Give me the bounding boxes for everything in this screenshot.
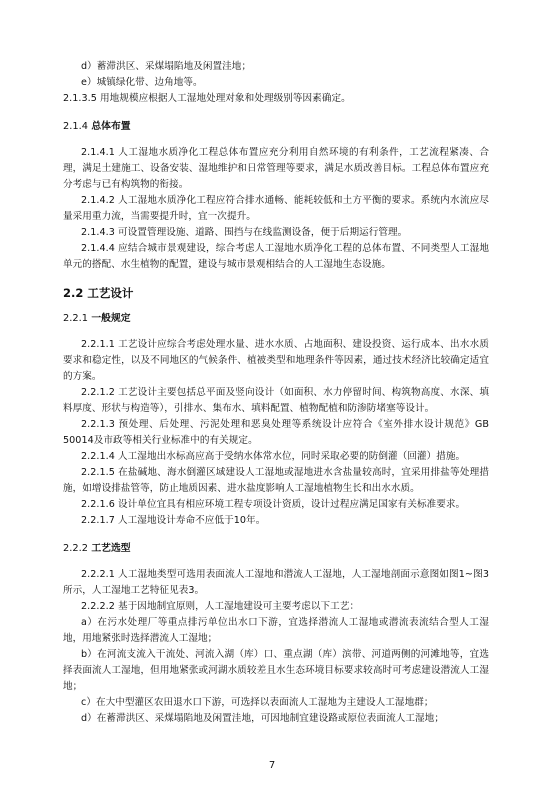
clause-2-2-2-2: 2.2.2.2 基于因地制宜原则，人工湿地建设可主要考虑以下工艺： bbox=[81, 601, 360, 612]
page-number: 7 bbox=[268, 760, 276, 771]
section-heading-2-1-4 bbox=[63, 119, 489, 135]
clause-2-2-1-5: 2.2.1.5 在盐碱地、海水倒灌区域建设人工湿地或湿地进水含盐量较高时，宜采用排盐等处理措施，如增设排盐管等，防止地质因素、进水盐度影响人工湿地植物生长和出水水质。 bbox=[63, 467, 489, 494]
list-item-d: d）在蓄滞洪区、采煤塌陷地及闲置洼地，可因地制宜建设路或原位表面流人工湿地； bbox=[81, 713, 444, 724]
section-number: 2.2.1 bbox=[63, 313, 88, 324]
section-heading-2-2-2 bbox=[63, 541, 489, 557]
section-number: 2.2.2 bbox=[63, 543, 88, 554]
list-item-b: b）在河流支流入干流处、河流入湖（库）口、重点湖（库）滨带、河道两侧的河滩地等，宜选择表面流人工湿地，但用地紧张或河湖水质较差且水生态环境目标要求较高时可考虑建设潜流人工湿地； bbox=[63, 649, 489, 692]
clause-2-2-1-1: 2.2.1.1 工艺设计应综合考虑处理水量、进水水质、占地面积、建设投资、运行成本、出水水质要求和稳定性，以及不同地区的气候条件、植被类型和地理条件等因素，通过技术经济比较确定适宜的方案。 bbox=[63, 339, 489, 382]
section-number: 2.1.4 bbox=[63, 121, 88, 132]
clause-2-2-1-3: 2.2.1.3 预处理、后处理、污泥处理和恶臭处理等系统设计应符合《室外排水设计规范》GB 50014及市政等相关行业标准中的有关规定。 bbox=[63, 419, 489, 446]
list-item-a: a）在污水处理厂等重点排污单位出水口下游，宜选择潜流人工湿地或潜流表流结合型人工湿地，用地紧张时选择潜流人工湿地； bbox=[63, 617, 489, 644]
clause-2-1-4-2: 2.1.4.2 人工湿地水质净化工程应符合排水通畅、能耗较低和土方平衡的要求。系统内水流应尽量采用重力流，当需要提升时，宜一次提升。 bbox=[63, 195, 489, 222]
list-item-d: d）蓄滞洪区、采煤塌陷地及闲置洼地； bbox=[81, 61, 252, 72]
chapter-heading-2-2: 2.2 工艺设计 bbox=[63, 286, 134, 300]
section-title: 工艺选型 bbox=[91, 543, 131, 554]
clause-2-1-4-1: 2.1.4.1 人工湿地水质净化工程总体布置应充分利用自然环境的有利条件，工艺流程紧凑、合理，满足土建施工、设备安装、湿地维护和日常管理等要求，满足水质改善目标。工程总体布置应充分考虑与已有构筑物的衔接。 bbox=[63, 147, 489, 190]
clause-2-2-1-6: 2.2.1.6 设计单位宜具有相应环境工程专项设计资质，设计过程应满足国家有关标准要求。 bbox=[81, 499, 466, 510]
clause-2-1-4-3: 2.1.4.3 可设置管理设施、道路、围挡与在线监测设备，便于后期运行管理。 bbox=[81, 227, 408, 238]
section-title: 一般规定 bbox=[91, 313, 131, 324]
clause-2-2-1-4: 2.2.1.4 人工湿地出水标高应高于受纳水体常水位，同时采取必要的防倒灌（回灌）措施。 bbox=[81, 451, 466, 462]
page-content bbox=[63, 59, 489, 727]
section-heading-2-2-1 bbox=[63, 311, 489, 327]
clause-2-1-4-4: 2.1.4.4 应结合城市景观建设，综合考虑人工湿地水质净化工程的总体布置、不同类型人工湿地单元的搭配、水生植物的配置，建设与城市景观相结合的人工湿地生态设施。 bbox=[63, 243, 489, 270]
clause-2-1-3-5: 2.1.3.5 用地规模应根据人工湿地处理对象和处理级别等因素确定。 bbox=[63, 93, 351, 104]
list-item-e: e）城镇绿化带、边角地等。 bbox=[81, 77, 203, 88]
clause-2-2-2-1: 2.2.2.1 人工湿地类型可选用表面流人工湿地和潜流人工湿地，人工湿地剖面示意图如图1~图3所示，人工湿地工艺特征见表3。 bbox=[63, 569, 489, 596]
clause-2-2-1-2: 2.2.1.2 工艺设计主要包括总平面及竖向设计（如面积、水力停留时间、构筑物高度、水深、填料厚度、形状与构造等），引排水、集布水、填料配置、植物配植和防渗防堵塞等设计。 bbox=[63, 387, 489, 414]
section-title: 总体布置 bbox=[91, 121, 131, 132]
clause-2-2-1-7: 2.2.1.7 人工湿地设计寿命不应低于10年。 bbox=[81, 515, 266, 526]
list-item-c: c）在大中型灌区农田退水口下游，可选择以表面流人工湿地为主建设人工湿地群； bbox=[81, 697, 434, 708]
